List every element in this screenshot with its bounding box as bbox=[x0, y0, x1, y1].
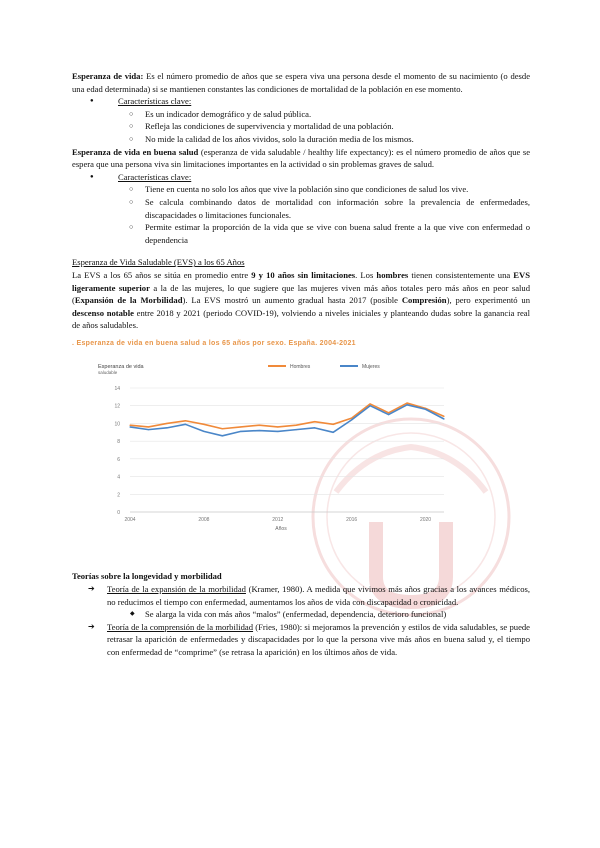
data-point bbox=[277, 427, 278, 428]
list-item: ○ No mide la calidad de los años vividos, solo la duración media de los mismos. bbox=[72, 133, 530, 146]
data-point bbox=[388, 414, 389, 415]
data-point bbox=[222, 436, 223, 437]
x-tick-label: 2016 bbox=[346, 517, 358, 524]
data-point bbox=[370, 406, 371, 407]
list-item: ○ Refleja las condiciones de supervivencia y mortalidad de una población. bbox=[72, 120, 530, 133]
data-point bbox=[277, 431, 278, 432]
life-expectancy-characteristics bbox=[72, 95, 530, 145]
data-point bbox=[314, 422, 315, 423]
data-point bbox=[148, 427, 149, 428]
data-point bbox=[166, 428, 167, 429]
data-point bbox=[443, 416, 444, 417]
list-item: ● Características clave: bbox=[72, 171, 530, 184]
data-point bbox=[129, 425, 130, 426]
data-point bbox=[259, 425, 260, 426]
healthy-life-expectancy-definition: Esperanza de vida en buena salud (esperanza de vida saludable / healthy life expectancy): es el número promedio de años que se espera que una persona viva sin limitaciones importantes en la actividad o sin problemas graves de salud. bbox=[72, 146, 531, 170]
series-line-mujeres bbox=[130, 405, 444, 436]
x-axis-label: Años bbox=[275, 526, 287, 533]
y-axis-label: Esperanza de vida bbox=[98, 364, 144, 371]
list-item: ○ Se calcula combinando datos de mortalidad con información sobre la prevalencia de enfermedades, discapacidades o limitaciones funcionales. bbox=[72, 196, 530, 221]
y-tick-label: 10 bbox=[114, 421, 120, 428]
data-point bbox=[296, 425, 297, 426]
data-point bbox=[296, 429, 297, 430]
data-point bbox=[222, 429, 223, 430]
y-tick-label: 6 bbox=[117, 457, 120, 464]
life-expectancy-chart bbox=[92, 354, 452, 544]
data-point bbox=[148, 429, 149, 430]
data-point bbox=[333, 432, 334, 433]
y-tick-label: 12 bbox=[114, 404, 120, 411]
data-point bbox=[443, 419, 444, 420]
theories-heading: Teorías sobre la longevidad y morbilidad bbox=[72, 571, 222, 582]
data-point bbox=[259, 430, 260, 431]
data-point bbox=[240, 431, 241, 432]
x-tick-label: 2008 bbox=[198, 517, 210, 524]
legend-label: Hombres bbox=[290, 364, 311, 371]
list-item: ○ Es un indicador demográfico y de salud pública. bbox=[72, 108, 530, 121]
data-point bbox=[370, 404, 371, 405]
data-point bbox=[240, 427, 241, 428]
data-point bbox=[333, 424, 334, 425]
x-tick-label: 2012 bbox=[272, 517, 284, 524]
data-point bbox=[406, 405, 407, 406]
data-point bbox=[203, 431, 204, 432]
data-point bbox=[406, 403, 407, 404]
life-expectancy-definition: Esperanza de vida: Es el número promedio de años que se espera viva una persona desde el momento de su nacimiento (o desde una edad determinada) si se mantienen constantes las condiciones de mortalidad de la población en ese momento. bbox=[72, 71, 531, 94]
series-line-hombres bbox=[130, 404, 444, 430]
healthy-life-expectancy-term: Esperanza de vida en buena salud bbox=[72, 146, 199, 157]
legend-label: Mujeres bbox=[362, 364, 380, 371]
document-page bbox=[72, 70, 530, 659]
y-tick-label: 0 bbox=[117, 510, 120, 517]
y-tick-label: 4 bbox=[117, 475, 120, 482]
life-expectancy-term: Esperanza de vida: bbox=[72, 71, 144, 81]
y-tick-label: 14 bbox=[114, 386, 120, 393]
list-item: ○ Permite estimar la proporción de la vida que se vive con buena salud frente a la que vive con enfermedad o dependencia bbox=[72, 221, 530, 246]
data-point bbox=[129, 427, 130, 428]
y-axis-sublabel: saludable bbox=[98, 370, 118, 376]
theories-list bbox=[72, 583, 530, 659]
x-tick-label: 2004 bbox=[124, 517, 136, 524]
healthy-life-expectancy-characteristics bbox=[72, 171, 530, 247]
chart-caption: . Esperanza de vida en buena salud a los 65 años por sexo. España. 2004-2021 bbox=[72, 339, 356, 347]
list-item: ○ Tiene en cuenta no solo los años que vive la población sino que condiciones de salud los vive. bbox=[72, 183, 530, 196]
data-point bbox=[166, 423, 167, 424]
data-point bbox=[314, 428, 315, 429]
evs65-paragraph: La EVS a los 65 años se sitúa en promedio entre 9 y 10 años sin limitaciones. Los hombres tienen consistentemente una EVS ligeramente superior a la de las mujeres, lo que sugiere que las mujeres viven más años totales pero más años en peor salud (Expansión de la Morbilidad). La EVS mostró un aumento gradual hasta 2017 (posible Compresión), pero experimentó un descenso notable entre 2018 y 2021 (periodo COVID-19), volviendo a niveles iniciales y planteando dudas sobre la ganancia real de años saludables. bbox=[72, 269, 531, 331]
y-tick-label: 8 bbox=[117, 439, 120, 446]
data-point bbox=[203, 424, 204, 425]
data-point bbox=[425, 409, 426, 410]
theory-expansion-sub: ◆ Se alarga la vida con más años “malos” (enfermedad, dependencia, deterioro funcional) bbox=[72, 608, 530, 621]
chart bbox=[92, 354, 452, 544]
x-tick-label: 2020 bbox=[419, 517, 432, 524]
y-tick-label: 2 bbox=[117, 492, 120, 499]
data-point bbox=[388, 413, 389, 414]
data-point bbox=[351, 420, 352, 421]
theory-expansion: ➔ Teoría de la expansión de la morbilidad (Kramer, 1980). A medida que vivimos más años gracias a los avances médicos, no reducimos el tiempo con enfermedad, aumentamos los años de vida con discapacidad o cronicidad. bbox=[72, 583, 530, 608]
theory-compression: ➔ Teoría de la comprensión de la morbilidad (Fries, 1980): si mejoramos la prevención y estilos de vida saludables, se puede retrasar la aparición de enfermedades y discapacidades por lo que la persona vive más años en buena salud y, el tiempo con enfermedad de “comprime” (se retrasa la aparición) en los últimos años de vida. bbox=[72, 621, 530, 659]
data-point bbox=[351, 418, 352, 419]
data-point bbox=[185, 421, 186, 422]
list-item: ● Características clave: bbox=[72, 95, 530, 108]
evs65-heading: Esperanza de Vida Saludable (EVS) a los 65 Años bbox=[72, 257, 245, 268]
data-point bbox=[185, 424, 186, 425]
